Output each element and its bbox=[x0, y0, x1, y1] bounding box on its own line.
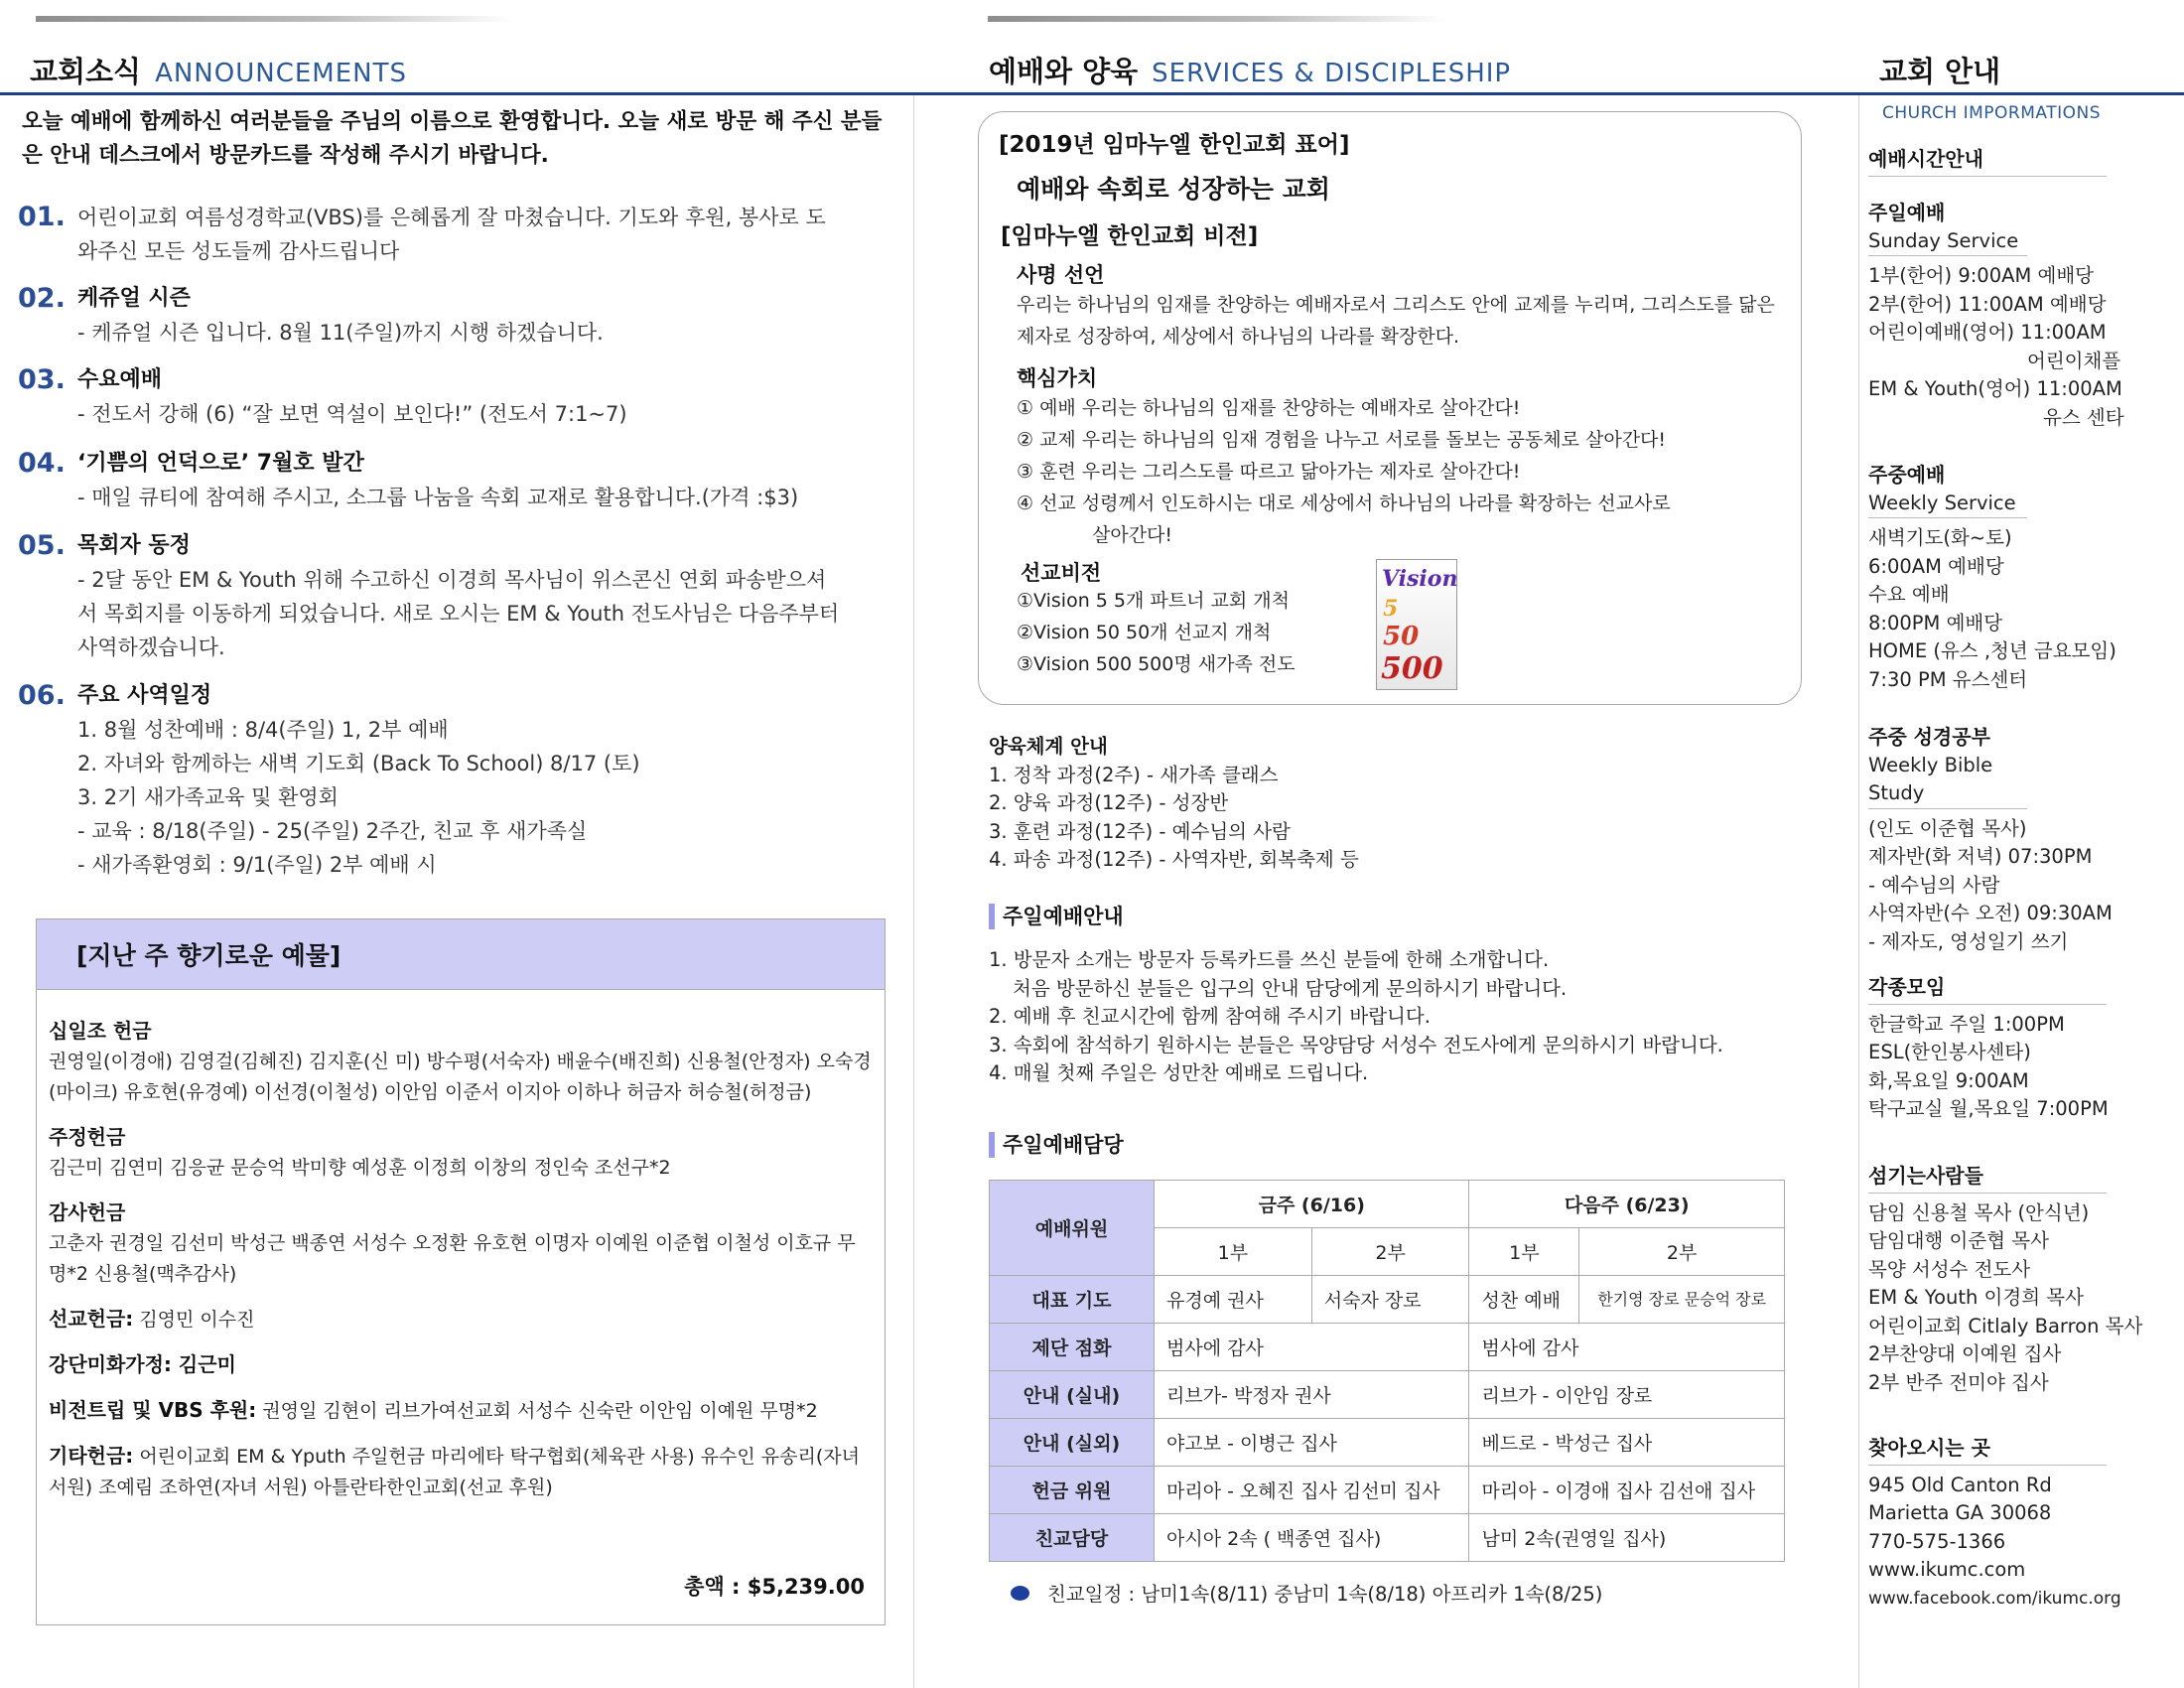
announcement-number: 05. bbox=[18, 530, 66, 561]
offering-names-mission: 김영민 이수진 bbox=[133, 1309, 255, 1331]
announcement-line: - 새가족환영회 : 9/1(주일) 2부 예배 시 bbox=[77, 853, 437, 877]
training-step: 3. 훈련 과정(12주) - 예수님의 사람 bbox=[989, 819, 1291, 843]
table-cell: 범사에 감사 bbox=[1469, 1324, 1785, 1371]
announcement-title: ‘기쁨의 언덕으로’ 7월호 발간 bbox=[77, 451, 364, 476]
offering-names-altar: 김근미 bbox=[171, 1352, 236, 1376]
announcement-line: 1. 8월 성찬예배 : 8/4(주일) 1, 2부 예배 bbox=[77, 718, 449, 742]
website-link[interactable]: www.ikumc.com bbox=[1868, 1558, 2026, 1581]
info-line: - 제자도, 영성일기 쓰기 bbox=[1868, 929, 2069, 953]
core-value-mission: ④ 선교 성령께서 인도하시는 대로 세상에서 하나님의 나라를 확장하는 선교사로 bbox=[1017, 492, 1671, 514]
info-line: EM & Youth 이경희 목사 bbox=[1868, 1286, 2084, 1309]
sunday-guide-list bbox=[989, 946, 1803, 1088]
info-line: 탁구교실 월,목요일 7:00PM bbox=[1868, 1097, 2109, 1120]
service-2-header: 2부 bbox=[1311, 1228, 1469, 1276]
info-line: 제자반(화 저녁) 07:30PM bbox=[1868, 845, 2093, 868]
table-cell: 범사에 감사 bbox=[1155, 1324, 1469, 1371]
info-line: 2부(한어) 11:00AM 예배당 bbox=[1868, 292, 2107, 316]
announcement-line: 2. 자녀와 함께하는 새벽 기도회 (Back To School) 8/17 (토) bbox=[77, 752, 640, 775]
vision-box bbox=[978, 111, 1802, 705]
info-line: 2부 반주 전미야 집사 bbox=[1868, 1370, 2049, 1394]
church-info-subtitle: CHURCH IMPORMATIONS bbox=[1882, 103, 2102, 123]
facebook-link[interactable]: www.facebook.com/ikumc.org bbox=[1868, 1588, 2121, 1609]
badge-5-text: 5 bbox=[1383, 596, 1399, 622]
offering-names-tithe: 권영일(이경애) 김영걸(김혜진) 김지훈(신 미) 방수평(서숙자) 배윤수(배진희) 신용철(안정자) 오숙경(마이크) 유호현(유경예) 이선경(이철성) 이안임 이준서 이지아 이하나 허금자 허승철(허정금) bbox=[49, 1051, 872, 1103]
sunday-service-block bbox=[1868, 199, 2178, 432]
guide-line: 2. 예배 후 친교시간에 함께 참여해 주시기 바랍니다. bbox=[989, 1005, 1431, 1028]
info-line: ESL(한인봉사센타) bbox=[1868, 1041, 2031, 1063]
vision-50-item: ②Vision 50 50개 선교지 개척 bbox=[1017, 622, 1272, 643]
offering-label-altar: 강단미화가정: bbox=[49, 1352, 172, 1376]
weekly-service-block bbox=[1868, 461, 2178, 694]
announcement-number: 03. bbox=[18, 364, 66, 395]
badge-50-text: 50 bbox=[1383, 622, 1420, 651]
sunday-service-title: 주일예배 bbox=[1868, 201, 1946, 224]
mission-vision-list bbox=[1017, 585, 1296, 680]
duty-title: 주일예배담당 bbox=[989, 1132, 1124, 1158]
fellowship-schedule bbox=[1011, 1579, 1602, 1607]
announcement-line: 서 목회지를 이동하게 되었습니다. 새로 오시는 EM & Youth 전도사님은 다음주부터 bbox=[77, 602, 840, 626]
table-cell: 아시아 2속 ( 백종연 집사) bbox=[1155, 1514, 1469, 1562]
mission-vision-label: 선교비전 bbox=[1021, 561, 1102, 585]
table-cell: 성찬 예배 bbox=[1469, 1276, 1579, 1324]
this-week-header: 금주 (6/16) bbox=[1155, 1181, 1469, 1228]
info-line: - 예수님의 사람 bbox=[1868, 873, 2000, 897]
row-label: 대표 기도 bbox=[990, 1276, 1155, 1324]
duty-table bbox=[989, 1180, 1785, 1562]
info-line: 8:00PM 예배당 bbox=[1868, 611, 2003, 634]
row-label: 안내 (실내) bbox=[990, 1371, 1155, 1419]
table-cell: 유경예 권사 bbox=[1155, 1276, 1312, 1324]
service-2-header: 2부 bbox=[1579, 1228, 1785, 1276]
column-divider-left bbox=[913, 95, 914, 1688]
training-step: 4. 파송 과정(12주) - 사역자반, 회복축제 등 bbox=[989, 848, 1359, 871]
info-line: 어린이채플 bbox=[2027, 349, 2121, 372]
services-title-ko: 예배와 양육 bbox=[989, 55, 1139, 88]
table-cell: 야고보 - 이병근 집사 bbox=[1155, 1419, 1469, 1467]
announcement-line: - 2달 동안 EM & Youth 위해 수고하신 이경희 목사님이 위스콘신 연회 파송받으셔 bbox=[77, 568, 827, 592]
row-label: 안내 (실외) bbox=[990, 1419, 1155, 1467]
mission-label: 사명 선언 bbox=[1017, 263, 1105, 287]
weekly-service-title: 주중예배 bbox=[1868, 463, 1946, 487]
info-line: 새벽기도(화~토) bbox=[1868, 526, 2012, 549]
info-line: 수요 예배 bbox=[1868, 583, 1950, 606]
guide-line: 1. 방문자 소개는 방문자 등록카드를 쓰신 분들에 한해 소개합니다. bbox=[989, 948, 1550, 971]
info-line: 어린이예배(영어) 11:00AM bbox=[1868, 321, 2107, 344]
core-value-training: ③ 훈련 우리는 그리스도를 따르고 닮아가는 제자로 살아간다! bbox=[1017, 461, 1521, 483]
phone-number: 770-575-1366 bbox=[1868, 1529, 2006, 1553]
training-title: 양육체계 안내 bbox=[989, 735, 1108, 758]
table-cell: 한기영 장로 문승억 장로 bbox=[1579, 1276, 1785, 1324]
row-label: 헌금 위원 bbox=[990, 1467, 1155, 1514]
weekly-service-subtitle: Weekly Service bbox=[1868, 490, 2027, 519]
church-info-title: 교회 안내 bbox=[1879, 55, 2001, 88]
worship-times-title: 예배시간안내 bbox=[1868, 145, 2107, 177]
announcement-number: 04. bbox=[18, 448, 66, 479]
info-line: 어린이교회 Citlaly Barron 목사 bbox=[1868, 1314, 2143, 1337]
offering-names-other: 어린이교회 EM & Yputh 주일헌금 마리에타 탁구협회(체육관 사용) 유수인 유송리(자녀 서원) 조예림 조하연(자녀 서원) 아틀란타한인교회(선교 후원) bbox=[49, 1446, 860, 1498]
groups-title: 각종모임 bbox=[1868, 973, 2107, 1005]
guide-line: 처음 방문하신 분들은 입구의 안내 담당에게 문의하시기 바랍니다. bbox=[1013, 976, 1568, 1000]
fellowship-schedule-text: 친교일정 : 남미1속(8/11) 중남미 1속(8/18) 아프리카 1속(8/25) bbox=[1047, 1583, 1603, 1606]
table-cell: 베드로 - 박성근 집사 bbox=[1469, 1419, 1785, 1467]
announcement-title: 수요예배 bbox=[77, 367, 163, 392]
announcement-line: 3. 2기 새가족교육 및 환영회 bbox=[77, 785, 339, 809]
bible-study-block bbox=[1868, 723, 2178, 956]
servants-title: 섬기는사람들 bbox=[1868, 1162, 2107, 1194]
offering-label-weekly: 주정헌금 bbox=[49, 1125, 126, 1149]
info-line: 담임 신용철 목사 (안식년) bbox=[1868, 1200, 2090, 1224]
table-cell: 리브가- 박정자 권사 bbox=[1155, 1371, 1469, 1419]
announcement-item-6 bbox=[18, 679, 901, 882]
announcement-title: 목회자 동정 bbox=[77, 533, 191, 558]
table-row bbox=[990, 1419, 1785, 1467]
announcement-line: 사역하겠습니다. bbox=[77, 635, 225, 659]
sunday-guide-title: 주일예배안내 bbox=[989, 904, 1124, 929]
offering-label-thanks: 감사헌금 bbox=[49, 1200, 126, 1224]
service-1-header: 1부 bbox=[1469, 1228, 1579, 1276]
servants-block bbox=[1868, 1162, 2178, 1397]
info-line: 한글학교 주일 1:00PM bbox=[1868, 1012, 2065, 1036]
worship-times-section bbox=[1868, 145, 2178, 183]
vision-5-50-500-badge bbox=[1376, 559, 1457, 690]
groups-block bbox=[1868, 973, 2178, 1124]
row-label: 친교담당 bbox=[990, 1514, 1155, 1562]
services-header bbox=[989, 50, 1511, 90]
announcement-item-5 bbox=[18, 529, 901, 664]
next-week-header: 다음주 (6/23) bbox=[1469, 1181, 1785, 1228]
guide-line: 4. 매월 첫째 주일은 성만찬 예배로 드립니다. bbox=[989, 1061, 1369, 1084]
announcement-item-2 bbox=[18, 282, 901, 350]
announcement-line: - 교육 : 8/18(주일) - 25(주일) 2주간, 친교 후 새가족실 bbox=[77, 819, 588, 843]
announcement-line: - 전도서 강해 (6) “잘 보면 역설이 보인다!” (전도서 7:1~7) bbox=[77, 402, 627, 426]
core-values-label: 핵심가치 bbox=[1017, 366, 1098, 390]
training-system bbox=[989, 733, 1803, 875]
vision-500-item: ③Vision 500 500명 새가족 전도 bbox=[1017, 653, 1296, 675]
directions-title: 찾아오시는 곳 bbox=[1868, 1434, 2107, 1466]
core-value-mission-cont: 살아간다! bbox=[1092, 524, 1173, 546]
badge-vision-text: Vision bbox=[1382, 566, 1458, 592]
offering-names-vbs: 권영일 김현이 리브가여선교회 서성수 신숙란 이안임 이예원 무명*2 bbox=[256, 1400, 818, 1422]
announcement-number: 02. bbox=[18, 283, 66, 314]
table-row bbox=[990, 1467, 1785, 1514]
mission-text: 우리는 하나님의 임재를 찬양하는 예배자로서 그리스도 안에 교제를 누리며, 그리스도를 닮은 제자로 성장하여, 세상에서 하나님의 나라를 확장한다. bbox=[1017, 294, 1775, 348]
offering-heading: [지난 주 향기로운 예물] bbox=[37, 919, 885, 990]
training-step: 1. 정착 과정(2주) - 새가족 클래스 bbox=[989, 763, 1279, 786]
vision-label: [임마누엘 한인교회 비전] bbox=[1001, 223, 1259, 249]
table-cell: 마리아 - 오혜진 집사 김선미 집사 bbox=[1155, 1467, 1469, 1514]
info-line: 담임대행 이준협 목사 bbox=[1868, 1229, 2049, 1252]
announcements-title-en: ANNOUNCEMENTS bbox=[155, 59, 407, 88]
bible-study-subtitle: Weekly Bible Study bbox=[1868, 752, 2027, 809]
announcement-title: 주요 사역일정 bbox=[77, 683, 212, 708]
info-line: 2부찬양대 이예원 집사 bbox=[1868, 1342, 2062, 1365]
motto-label: [2019년 임마누엘 한인교회 표어] bbox=[999, 132, 1350, 158]
core-values-list bbox=[1017, 392, 1671, 551]
top-rule-middle bbox=[988, 16, 1444, 22]
info-line: 유스 센타 bbox=[2043, 405, 2124, 429]
services-title-en: SERVICES & DISCIPLESHIP bbox=[1152, 59, 1512, 88]
motto-text: 예배와 속회로 성장하는 교회 bbox=[1017, 175, 1330, 204]
directions-block bbox=[1868, 1434, 2178, 1613]
announcement-line: - 케쥬얼 시즌 입니다. 8월 11(주일)까지 시행 하겠습니다. bbox=[77, 321, 604, 345]
bible-study-title: 주중 성경공부 bbox=[1868, 725, 1990, 749]
offering-label-other: 기타헌금: bbox=[49, 1444, 134, 1468]
table-row bbox=[990, 1514, 1785, 1562]
info-line: 1부(한어) 9:00AM 예배당 bbox=[1868, 264, 2094, 287]
offering-total: 총액 : $5,239.00 bbox=[684, 1575, 865, 1599]
announcement-number: 01. bbox=[18, 202, 66, 232]
announcements-header bbox=[30, 50, 407, 90]
info-line: 화,목요일 9:00AM bbox=[1868, 1068, 2029, 1092]
offering-box bbox=[36, 918, 886, 1625]
address-line: 945 Old Canton Rd bbox=[1868, 1473, 2052, 1496]
training-step: 2. 양육 과정(12주) - 성장반 bbox=[989, 791, 1229, 814]
offering-label-vbs: 비전트립 및 VBS 후원: bbox=[49, 1398, 257, 1422]
offering-label-mission: 선교헌금: bbox=[49, 1307, 134, 1331]
vision-5-item: ①Vision 5 5개 파트너 교회 개척 bbox=[1017, 590, 1290, 612]
table-row bbox=[990, 1276, 1785, 1324]
core-value-fellowship: ② 교제 우리는 하나님의 임재 경험을 나누고 서로를 돌보는 공동체로 살아간다! bbox=[1017, 429, 1667, 451]
top-rule-left bbox=[36, 16, 512, 22]
announcement-item-3 bbox=[18, 363, 901, 431]
info-line: 7:30 PM 유스센터 bbox=[1868, 667, 2028, 691]
address-line: Marietta GA 30068 bbox=[1868, 1501, 2052, 1524]
info-line: 목양 서성수 전도사 bbox=[1868, 1257, 2031, 1281]
table-cell: 리브가 - 이안임 장로 bbox=[1469, 1371, 1785, 1419]
column-divider-right bbox=[1858, 95, 1859, 1688]
bullet-dot-icon bbox=[1011, 1586, 1029, 1601]
info-line: EM & Youth(영어) 11:00AM bbox=[1868, 377, 2122, 400]
table-row bbox=[990, 1324, 1785, 1371]
table-row bbox=[990, 1371, 1785, 1419]
announcement-item-4 bbox=[18, 447, 901, 514]
offering-label-tithe: 십일조 헌금 bbox=[49, 1019, 152, 1043]
info-line: HOME (유스 ,청년 금요모임) bbox=[1868, 639, 2116, 662]
welcome-message: 오늘 예배에 함께하신 여러분들을 주님의 이름으로 환영합니다. 오늘 새로 방문 해 주신 분들은 안내 데스크에서 방문카드를 작성해 주시기 바랍니다. bbox=[22, 109, 883, 168]
info-line: (인도 이준협 목사) bbox=[1868, 816, 2027, 840]
announcement-item-1 bbox=[18, 201, 901, 268]
info-line: 6:00AM 예배당 bbox=[1868, 554, 2004, 578]
offering-names-weekly: 김근미 김연미 김응균 문승억 박미향 예성훈 이정희 이창의 정인숙 조선구*2 bbox=[49, 1157, 671, 1179]
announcement-line: - 매일 큐티에 참여해 주시고, 소그룹 나눔을 속회 교재로 활용합니다.(가격 :$3) bbox=[77, 486, 799, 509]
table-cell: 마리아 - 이경애 집사 김선애 집사 bbox=[1469, 1467, 1785, 1514]
announcement-line: 와주신 모든 성도들께 감사드립니다 bbox=[77, 239, 400, 263]
row-label: 제단 점화 bbox=[990, 1324, 1155, 1371]
table-cell: 남미 2속(권영일 집사) bbox=[1469, 1514, 1785, 1562]
duty-corner-label: 예배위원 bbox=[990, 1181, 1155, 1276]
info-line: 사역자반(수 오전) 09:30AM bbox=[1868, 902, 2113, 924]
announcements-title-ko: 교회소식 bbox=[30, 55, 142, 88]
table-cell: 서숙자 장로 bbox=[1311, 1276, 1469, 1324]
header-underline bbox=[0, 92, 2184, 95]
sunday-service-subtitle: Sunday Service bbox=[1868, 227, 2027, 257]
announcement-title: 케쥬얼 시즌 bbox=[77, 286, 191, 311]
core-value-worship: ① 예배 우리는 하나님의 임재를 찬양하는 예배자로 살아간다! bbox=[1017, 397, 1521, 419]
badge-500-text: 500 bbox=[1381, 651, 1443, 686]
service-1-header: 1부 bbox=[1155, 1228, 1312, 1276]
announcement-number: 06. bbox=[18, 680, 66, 711]
announcement-line: 어린이교회 여름성경학교(VBS)를 은혜롭게 잘 마쳤습니다. 기도와 후원, 봉사로 도 bbox=[77, 206, 826, 229]
offering-names-thanks: 고춘자 권경일 김선미 박성근 백종연 서성수 오정환 유호현 이명자 이예원 이준협 이철성 이호규 무명*2 신용철(맥추감사) bbox=[49, 1232, 856, 1285]
guide-line: 3. 속회에 참석하기 원하시는 분들은 목양담당 서성수 전도사에게 문의하시기 바랍니다. bbox=[989, 1033, 1723, 1056]
